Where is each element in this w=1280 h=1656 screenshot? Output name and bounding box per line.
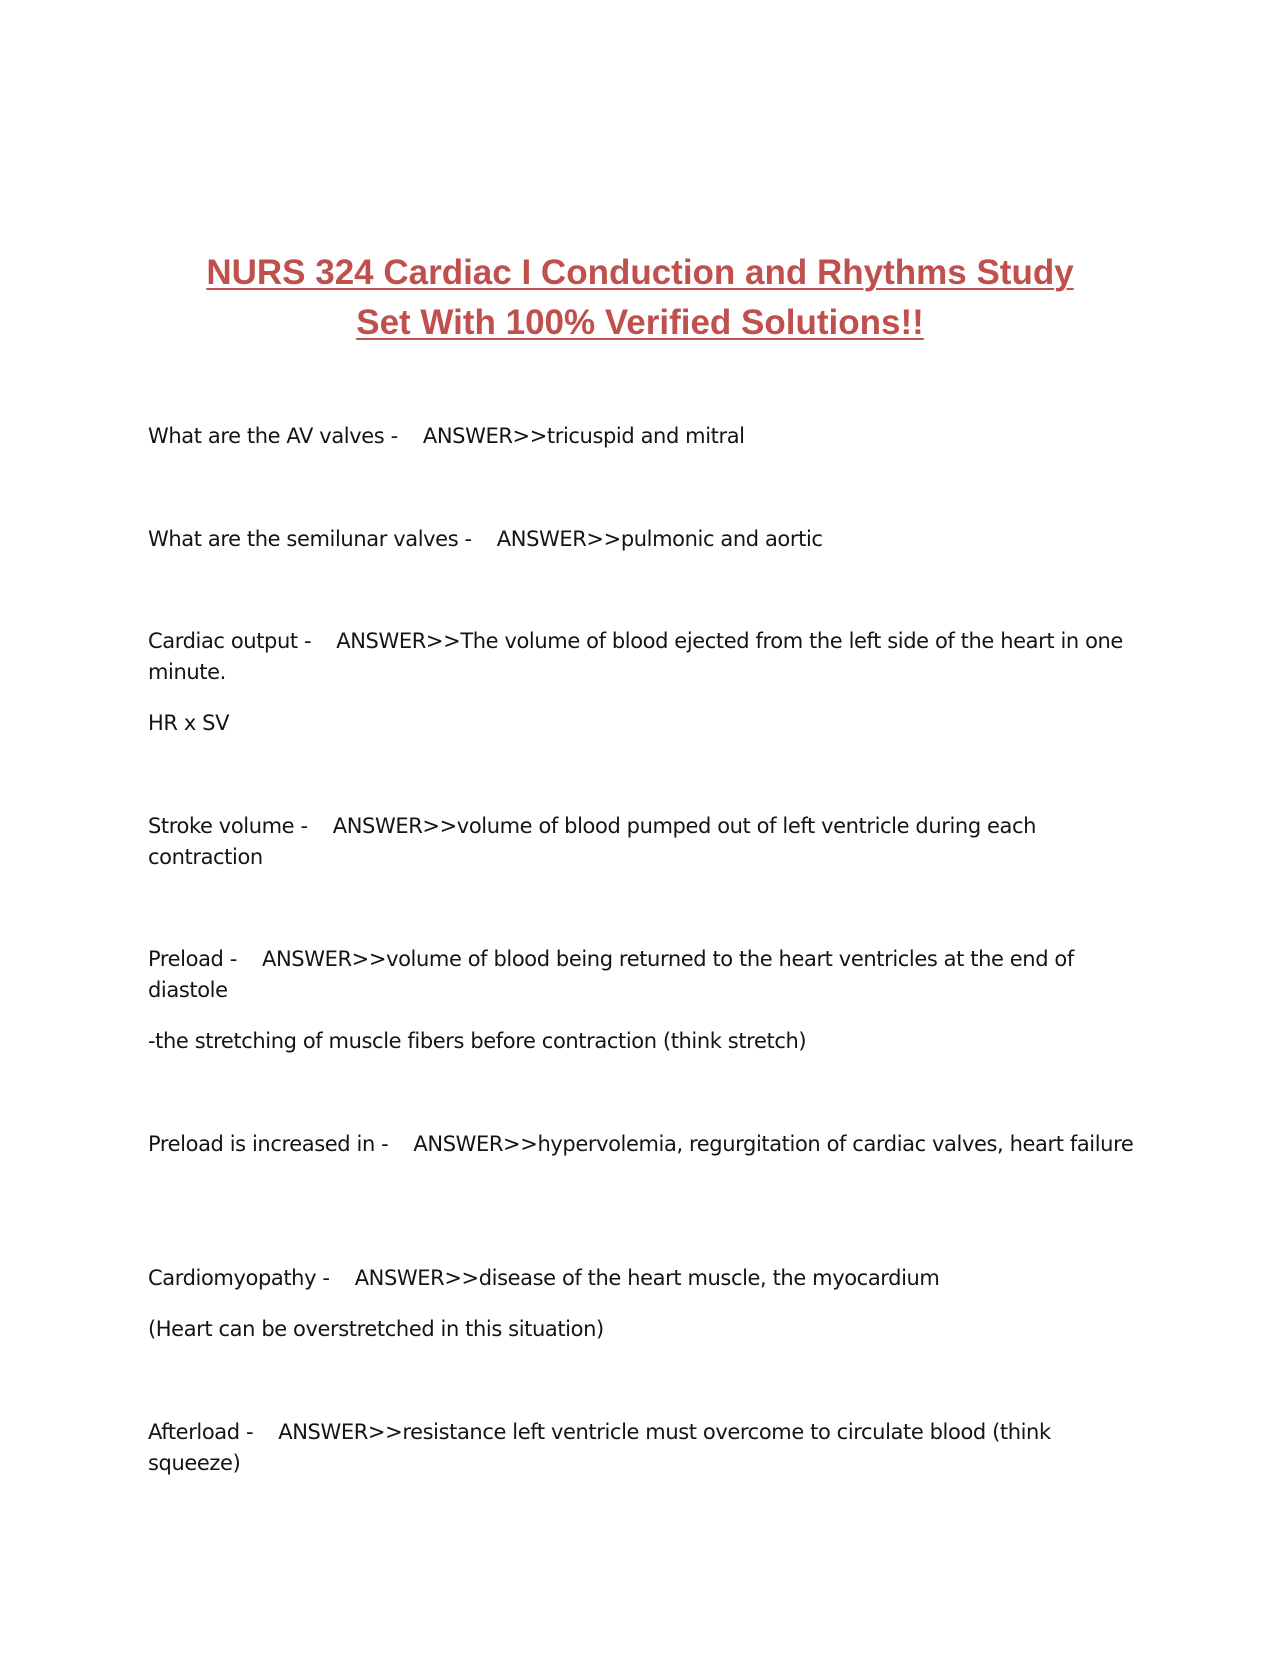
answer-text: hypervolemia, regurgitation of cardiac valves, heart failure [537,1132,1134,1156]
separator: - [384,424,423,448]
answer-text: disease of the heart muscle, the myocardium [478,1266,940,1290]
qa-line [148,1263,1138,1294]
qa-line [148,811,1138,873]
answer-text: resistance left ventricle must overcome to circulate blood (think squeeze) [148,1420,1051,1475]
question-text: What are the AV valves [148,424,385,448]
qa-line [148,944,1138,1006]
answer-text: volume of blood pumped out of left ventricle during each contraction [148,814,1037,869]
question-text: Preload is increased in [148,1132,375,1156]
answer-prefix: ANSWER>> [262,947,387,971]
separator: - [374,1132,414,1156]
answer-text: tricuspid and mitral [546,424,745,448]
qa-item-cardiac-output [148,626,1138,739]
qa-line [148,626,1138,688]
question-text: What are the semilunar valves [148,527,459,551]
answer-note: -the stretching of muscle fibers before contraction (think stretch) [148,1029,807,1053]
qa-line [148,1129,1138,1160]
answer-prefix: ANSWER>> [278,1420,403,1444]
qa-item-semilunar-valves [148,524,1138,555]
separator: - [458,527,497,551]
question-text: Cardiomyopathy [148,1266,317,1290]
qa-item-stroke-volume [148,811,1138,873]
answer-prefix: ANSWER>> [332,814,457,838]
question-text: Cardiac output [148,629,298,653]
page-title [150,248,1130,348]
qa-line [148,1417,1138,1479]
answer-text: pulmonic and aortic [620,527,823,551]
separator: - [297,629,337,653]
qa-item-preload-increased [148,1129,1138,1160]
answer-prefix: ANSWER>> [413,1132,538,1156]
qa-item-cardiomyopathy [148,1263,1138,1345]
title-line-1: NURS 324 Cardiac I Conduction and Rhythms Study [206,253,1074,292]
answer-note: HR x SV [148,711,230,735]
answer-text: The volume of blood ejected from the left side of the heart in one minute. [148,629,1123,684]
qa-item-afterload [148,1417,1138,1479]
title-line-2: Set With 100% Verified Solutions!! [356,303,924,342]
qa-line [148,524,1138,555]
separator: - [316,1266,355,1290]
question-text: Afterload [148,1420,240,1444]
question-text: Preload [148,947,224,971]
question-text: Stroke volume [148,814,295,838]
answer-prefix: ANSWER>> [496,527,621,551]
answer-prefix: ANSWER>> [354,1266,479,1290]
answer-prefix: ANSWER>> [422,424,547,448]
separator: - [294,814,333,838]
qa-line [148,421,1138,452]
qa-item-preload [148,944,1138,1057]
separator: - [223,947,263,971]
answer-note: (Heart can be overstretched in this situation) [148,1317,604,1341]
separator: - [239,1420,279,1444]
answer-prefix: ANSWER>> [336,629,461,653]
answer-text: volume of blood being returned to the heart ventricles at the end of diastole [148,947,1074,1002]
qa-item-av-valves [148,421,1138,452]
